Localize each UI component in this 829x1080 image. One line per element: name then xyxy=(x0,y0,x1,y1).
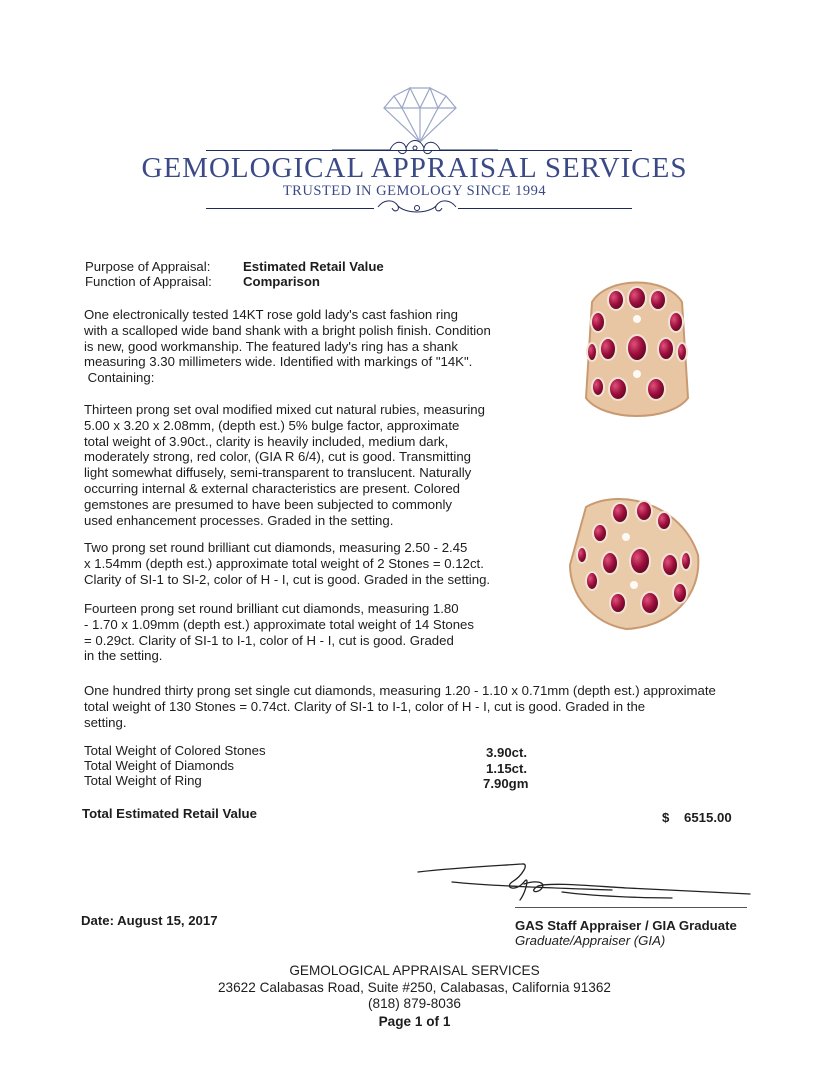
ruby-line: gemstones are presumed to have been subjected to commonly xyxy=(84,496,452,512)
diamond-line: Two prong set round brilliant cut diamonds, measuring 2.50 - 2.45 xyxy=(84,540,468,555)
footer-address: 23622 Calabasas Road, Suite #250, Calabasas, California 91362 xyxy=(218,980,611,995)
diamond-line: One hundred thirty prong set single cut diamonds, measuring 1.20 - 1.10 x 0.71mm (depth est.) approximate xyxy=(84,683,716,698)
signature-line xyxy=(515,907,747,908)
ruby-line: moderately strong, red color, (GIA R 6/4), cut is good. Transmitting xyxy=(84,449,472,465)
total-diamonds-value: 1.15ct. xyxy=(486,761,528,776)
ruby-line: Thirteen prong set oval modified mixed cut natural rubies, measuring xyxy=(84,402,485,417)
appraiser-signature xyxy=(412,852,757,912)
footer-company: GEMOLOGICAL APPRAISAL SERVICES xyxy=(289,963,540,978)
retail-currency: $ xyxy=(662,810,670,825)
diamond-line: = 0.29ct. Clarity of SI-1 to I-1, color of H - I, cut is good. Graded xyxy=(84,632,454,648)
description-line: is new, good workmanship. The featured lady's ring has a shank xyxy=(84,338,458,354)
ruby-line: 5.00 x 3.20 x 2.08mm, (depth est.) 5% bulge factor, approximate xyxy=(84,417,460,433)
total-ring-value: 7.90gm xyxy=(483,776,529,791)
ruby-line: used enhancement processes. Graded in the setting. xyxy=(84,512,394,528)
header-rule-top xyxy=(206,150,632,151)
ring-photo-top xyxy=(578,274,696,424)
appraisal-date: Date: August 15, 2017 xyxy=(81,913,218,928)
purpose-label: Purpose of Appraisal: xyxy=(85,259,211,274)
center-diamond-description xyxy=(84,540,524,587)
diamond-line: x 1.54mm (depth est.) approximate total weight of 2 Stones = 0.12ct. xyxy=(84,555,484,571)
diamond-line: Clarity of SI-1 to SI-2, color of H - I, cut is good. Graded in the setting. xyxy=(84,571,491,587)
function-label: Function of Appraisal: xyxy=(85,274,212,289)
ruby-line: light somewhat diffusely, semi-transparent to translucent. Naturally xyxy=(84,465,472,481)
total-colored-label: Total Weight of Colored Stones xyxy=(84,743,266,758)
ruby-line: occurring internal & external characteristics are present. Colored xyxy=(84,480,461,496)
total-ring-label: Total Weight of Ring xyxy=(84,773,202,788)
tagline: TRUSTED IN GEMOLOGY SINCE 1994 xyxy=(282,183,547,199)
diamond-line: setting. xyxy=(84,714,127,730)
header-rule-bottom-right xyxy=(458,208,632,209)
ring-description xyxy=(84,307,514,386)
retail-value-label: Total Estimated Retail Value xyxy=(82,806,257,821)
description-line: Containing: xyxy=(84,370,155,386)
description-line: measuring 3.30 millimeters wide. Identified with markings of "14K". xyxy=(84,354,473,370)
description-line: One electronically tested 14KT rose gold lady's cast fashion ring xyxy=(84,307,458,322)
diamond-line: - 1.70 x 1.09mm (depth est.) approximate total weight of 14 Stones xyxy=(84,616,474,632)
total-colored-value: 3.90ct. xyxy=(486,745,528,760)
retail-amount: 6515.00 xyxy=(684,810,732,825)
diamond-line: total weight of 130 Stones = 0.74ct. Clarity of SI-1 to I-1, color of H - I, cut is good. Graded in the xyxy=(84,698,646,714)
description-line: with a scalloped wide band shank with a bright polish finish. Condition xyxy=(84,322,491,338)
ring-photo-side xyxy=(562,485,706,633)
footer-phone: (818) 879-8036 xyxy=(368,996,461,1011)
appraiser-subtitle: Graduate/Appraiser (GIA) xyxy=(515,933,666,948)
diamond-line: in the setting. xyxy=(84,648,163,664)
total-diamonds-label: Total Weight of Diamonds xyxy=(84,758,235,773)
header-rule-bottom-left xyxy=(206,208,374,209)
company-name: GEMOLOGICAL APPRAISAL SERVICES xyxy=(141,152,688,184)
appraiser-title: GAS Staff Appraiser / GIA Graduate xyxy=(515,918,737,933)
accent-diamond-description xyxy=(84,601,524,664)
ruby-description xyxy=(84,402,524,528)
purpose-value: Estimated Retail Value xyxy=(243,259,384,274)
page-number: Page 1 of 1 xyxy=(378,1014,451,1029)
function-value: Comparison xyxy=(243,274,320,289)
ruby-line: total weight of 3.90ct., clarity is heavily included, medium dark, xyxy=(84,433,449,449)
single-cut-diamond-description xyxy=(84,683,744,730)
scroll-ornament-small-icon xyxy=(372,196,462,218)
diamond-line: Fourteen prong set round brilliant cut diamonds, measuring 1.80 xyxy=(84,601,459,616)
